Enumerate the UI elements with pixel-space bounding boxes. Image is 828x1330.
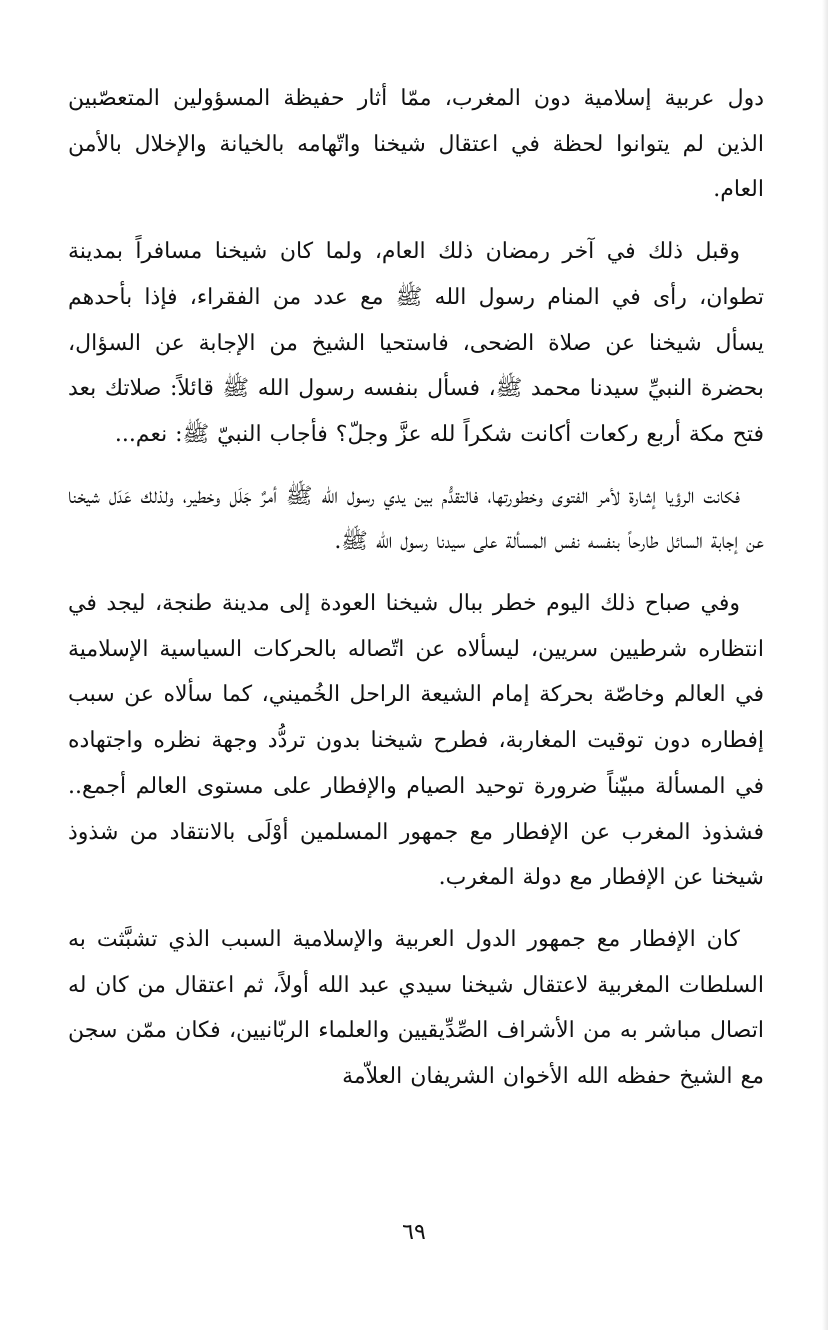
paragraph-4: وفي صباح ذلك اليوم خطر ببال شيخنا العودة إلى مدينة طنجة، ليجد في انتظاره شرطيين سريين، ليسألاه عن اتّصاله بالحركات السياسية الإسلامية في العالم وخاصّة بحركة إمام الشيعة الراحل الخُميني، كما سألاه عن سبب إفطاره دون توقيت المغاربة، فطرح شيخنا بدون تردُّد وجهة نظره واجتهاده في المسألة مبيّناً ضرورة توحيد الصيام والإفطار على مستوى العالم أجمع.. فشذوذ المغرب عن الإفطار مع جمهور المسلمين أوْلَى بالانتقاد من شذوذ شيخنا عن الإفطار مع دولة المغرب. — [68, 591, 764, 891]
body-text — [68, 76, 764, 1116]
page-number: ٦٩ — [402, 1220, 426, 1245]
paragraph-5: كان الإفطار مع جمهور الدول العربية والإسلامية السبب الذي تشبَّثت به السلطات المغربية لاعتقال شيخنا سيدي عبد الله أولاً، ثم اعتقال من كان له اتصال مباشر به من الأشراف الصِّدِّيقيين والعلماء الربّانيين، فكان ممّن سجن مع الشيخ حفظه الله الأخوان الشريفان العلاّمة — [68, 926, 764, 1090]
paragraph-1: دول عربية إسلامية دون المغرب، ممّا أثار حفيظة المسؤولين المتعصّبين الذين لم يتوانوا لحظة في اعتقال شيخنا واتّهامه بالخيانة والإخلال بالأمن العام. — [68, 86, 764, 203]
page-edge — [822, 0, 828, 1330]
paragraph-3: فكانت الرؤيا إشارة لأمر الفتوى وخطورتها، فالتقدُّم بين يدي رسول الله ﷺ أمرٌ جَلَل وخطير، ولذلك عَدَل شيخنا عن إجابة السائل طارحاً بنفسه نفس المسألة على سيدنا رسول الله ﷺ. — [68, 483, 764, 555]
paragraph-2: وقبل ذلك في آخر رمضان ذلك العام، ولما كان شيخنا مسافراً بمدينة تطوان، رأى في المنام رسول الله ﷺ مع عدد من الفقراء، فإذا بأحدهم يسأل شيخنا عن صلاة الضحى، فاستحيا الشيخ من الإجابة عن السؤال، بحضرة النبيِّ سيدنا محمد ﷺ، فسأل بنفسه رسول الله ﷺ قائلاً: صلاتك بعد فتح مكة أربع ركعات أكانت شكراً لله عزَّ وجلّ؟ فأجاب النبيّ ﷺ: نعم... — [68, 239, 764, 447]
